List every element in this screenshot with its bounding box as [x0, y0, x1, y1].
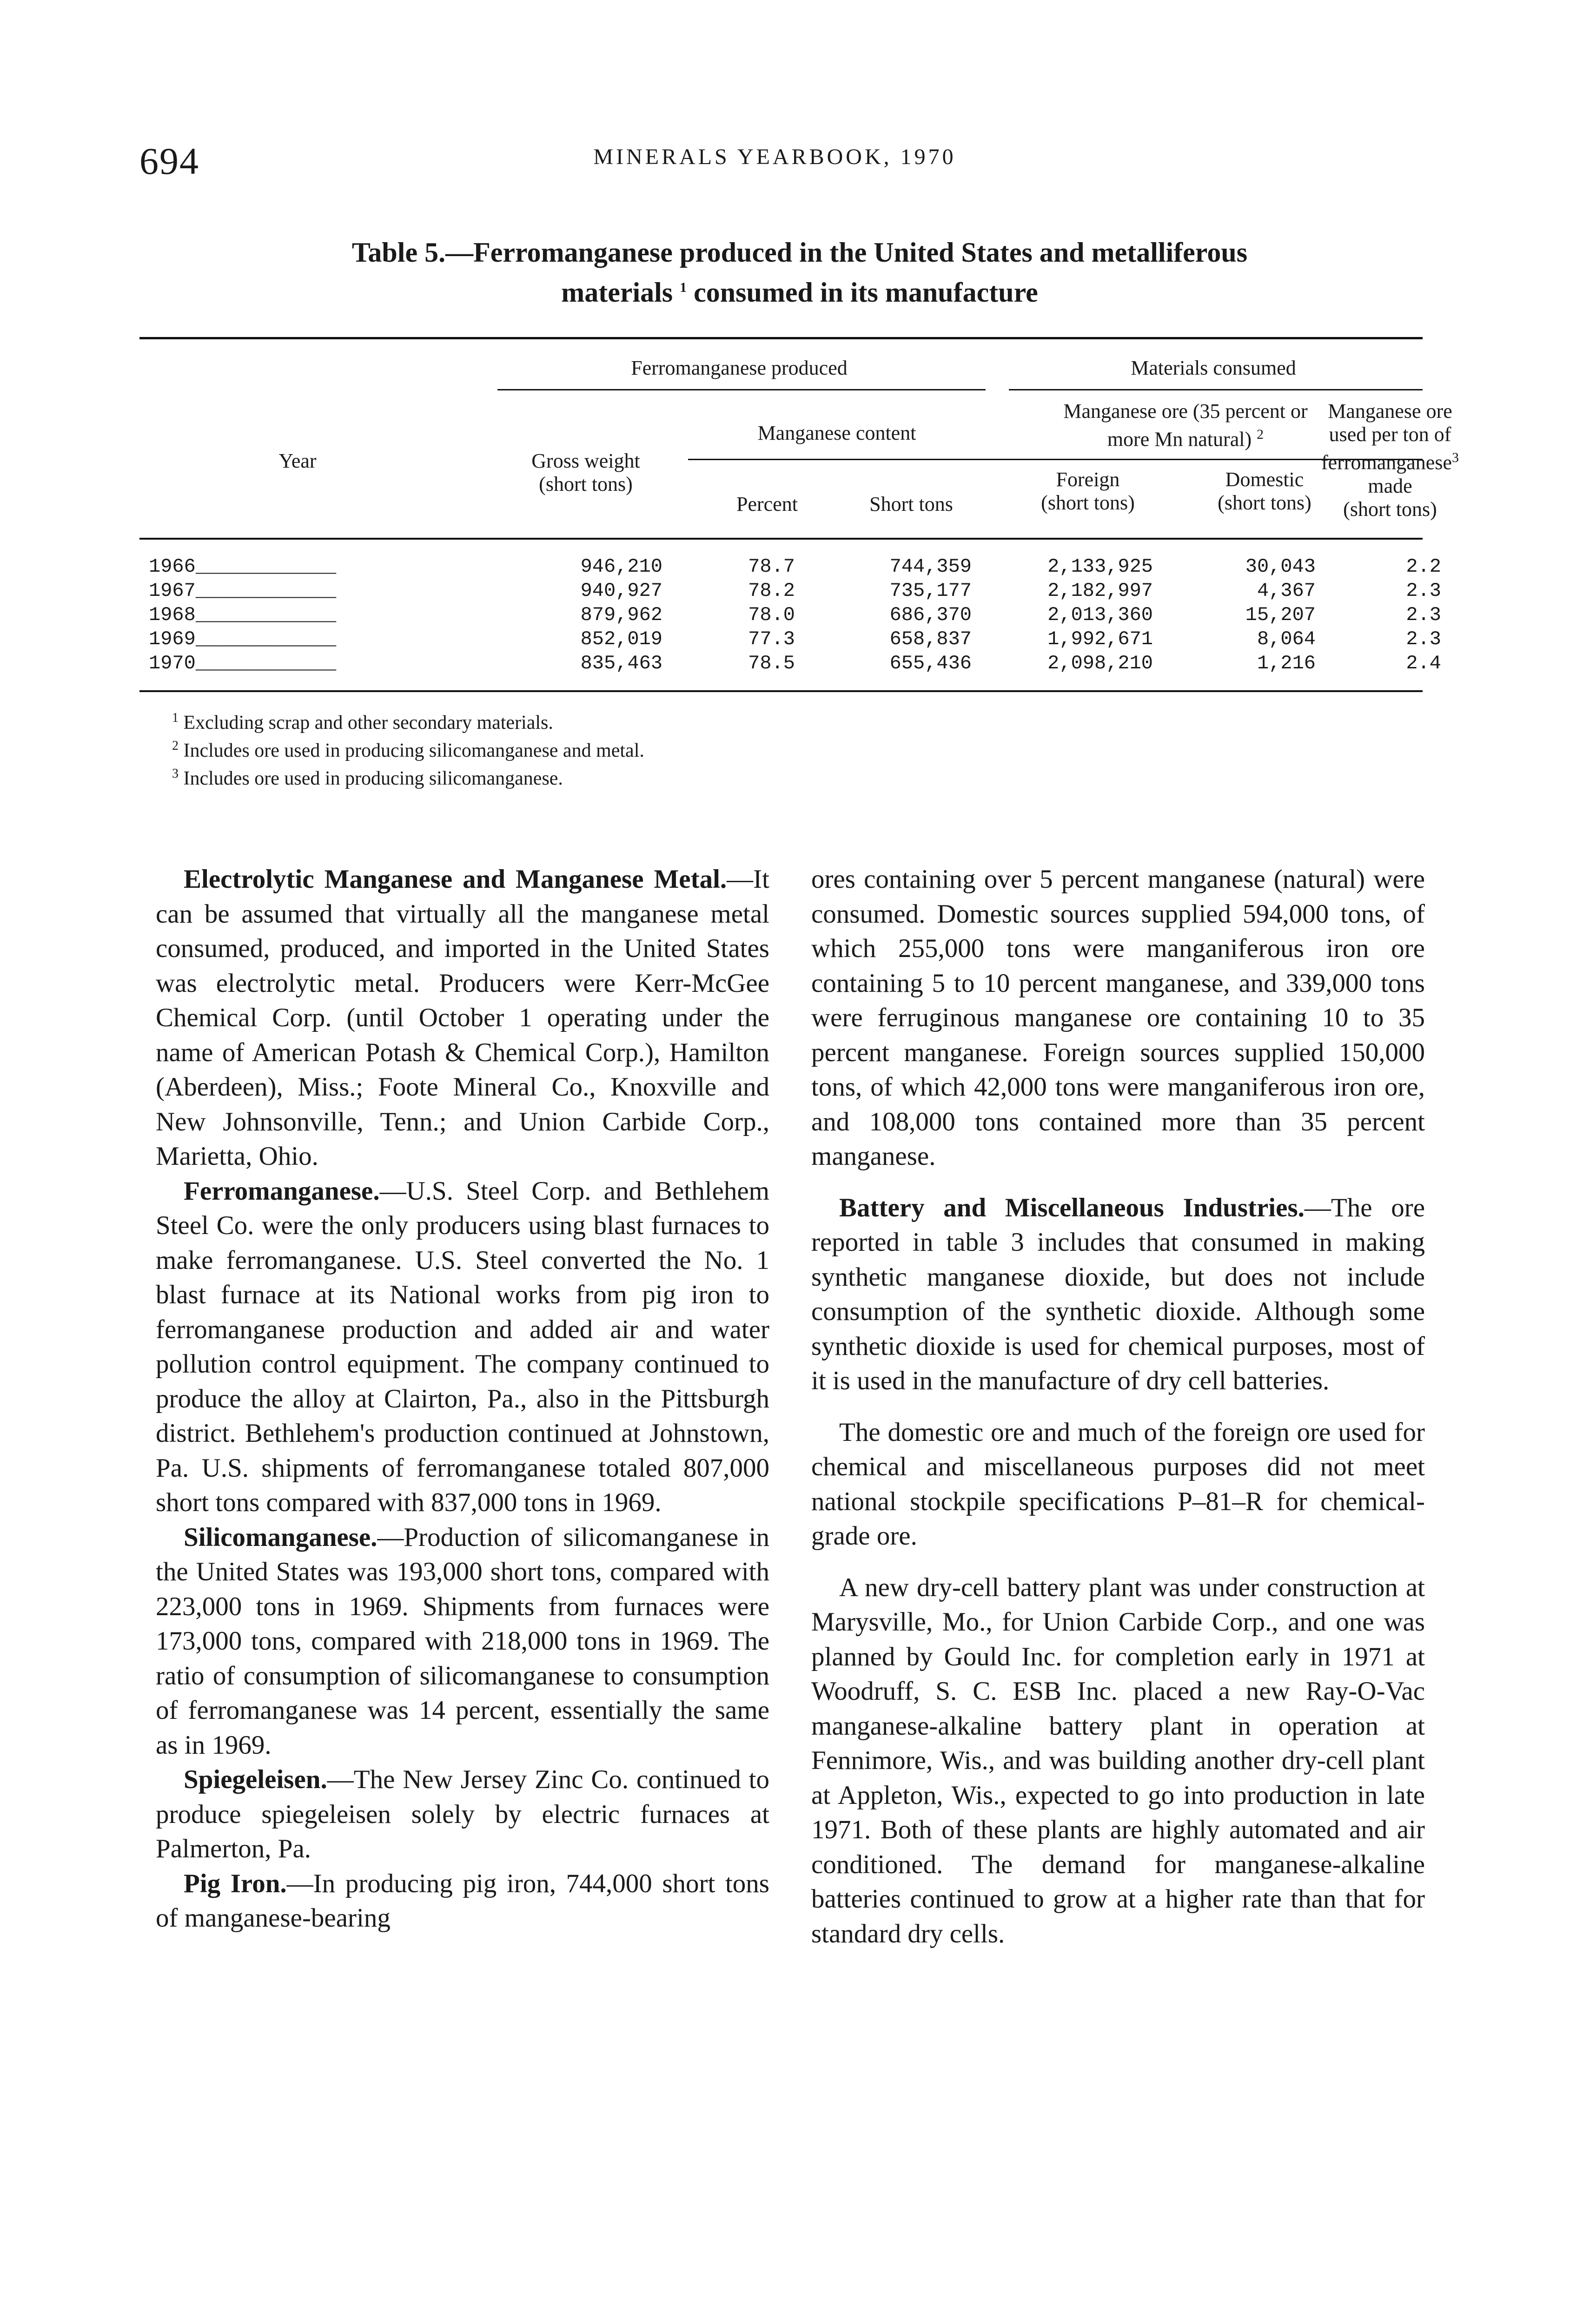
running-head	[139, 139, 1410, 181]
header-foreign: Foreign (short tons)	[1041, 468, 1135, 514]
rule-under-ferro	[497, 389, 986, 390]
heading-battery: Battery and Miscellaneous Industries.	[839, 1193, 1305, 1222]
heading-spiegeleisen: Spiegeleisen.	[184, 1765, 327, 1794]
footnote-1: $^1$ Excluding scrap and other secondary materials.	[172, 711, 553, 733]
cell-foreign: 2,133,925	[1047, 555, 1153, 578]
paragraph-domestic-ore: The domestic ore and much of the foreign ore used for chemical and miscellaneous purposes did not meet national stockpile specifications P–81–R for chemical-grade ore.	[811, 1417, 1425, 1551]
page-number: 694	[139, 140, 199, 182]
heading-ferromanganese: Ferromanganese.	[184, 1176, 380, 1206]
footnote-ref: 1	[680, 280, 687, 295]
cell-gross-weight: 835,463	[580, 652, 662, 674]
heading-silicomanganese: Silicomanganese.	[184, 1522, 377, 1552]
heading-electrolytic: Electrolytic Manganese and Manganese Metal.	[184, 865, 727, 894]
cell-year: 1969____________	[149, 628, 337, 650]
header-year: Year	[278, 449, 317, 472]
text-column-left	[156, 862, 769, 1936]
table-top-rule	[139, 337, 1423, 339]
paragraph-electrolytic: Electrolytic Manganese and Manganese Metal.—It can be assumed that virtually all the manganese metal consumed, produced, and imported in the United States was electrolytic metal. Producers were Kerr-McGee Chemical Corp. (until October 1 operating under the name of American Potash & Chemical Corp.), Hamilton (Aberdeen), Miss.; Foote Mineral Co., Knoxville and New Johnsonville, Tenn.; and Union Carbide Corp., Marietta, Ohio.	[156, 865, 769, 1171]
cell-short-tons: 735,177	[889, 580, 972, 602]
cell-domestic: 4,367	[1257, 580, 1316, 602]
cell-foreign: 1,992,671	[1047, 628, 1153, 650]
cell-ore-per-ton: 2.4	[1406, 652, 1441, 674]
cell-gross-weight: 946,210	[580, 555, 662, 578]
cell-percent: 78.5	[748, 652, 795, 674]
cell-foreign: 2,098,210	[1047, 652, 1153, 674]
table-title-line-1: Table 5.—Ferromanganese produced in the United States and metalliferous	[351, 237, 1248, 268]
cell-foreign: 2,013,360	[1047, 604, 1153, 626]
heading-pig-iron: Pig Iron.	[184, 1868, 287, 1898]
paragraph-battery: Battery and Miscellaneous Industries.—The ore reported in table 3 includes that consumed in making synthetic manganese dioxide, but does not include consumption of the synthetic dioxide. Although some synthetic dioxide is used for chemical purposes, most of it is used in the manufacture of dry cell batteries.	[811, 1193, 1425, 1395]
cell-gross-weight: 879,962	[580, 604, 662, 626]
header-ferromanganese-produced: Ferromanganese produced	[631, 357, 848, 379]
cell-percent: 78.7	[748, 555, 795, 578]
paragraph-spiegeleisen: Spiegeleisen.—The New Jersey Zinc Co. continued to produce spiegeleisen solely by electric furnaces at Palmerton, Pa.	[156, 1765, 769, 1863]
footnote-2: $^2$ Includes ore used in producing silicomanganese and metal.	[172, 739, 644, 761]
header-manganese-content: Manganese content	[757, 422, 916, 444]
cell-domestic: 15,207	[1245, 604, 1316, 626]
footnote-3: $^3$ Includes ore used in producing silicomanganese.	[172, 766, 563, 789]
header-ore-per-ton: Manganese ore used per ton of ferromanganese$^3$ made (short tons)	[1321, 400, 1459, 521]
header-title: MINERALS YEARBOOK, 1970	[593, 145, 956, 169]
cell-domestic: 30,043	[1245, 555, 1316, 578]
header-gross-weight: Gross weight (short tons)	[531, 449, 640, 495]
table-title-line-2: materials $^1$ consumed in its manufacture	[561, 277, 1038, 308]
header-manganese-ore-group: Manganese ore (35 percent or more Mn natural) $^2$	[1063, 400, 1308, 451]
table-footnotes	[172, 706, 644, 790]
cell-ore-per-ton: 2.3	[1406, 604, 1441, 626]
cell-domestic: 8,064	[1257, 628, 1316, 650]
paragraph-pig-iron-continued: ores containing over 5 percent manganese (natural) were consumed. Domestic sources supplied 594,000 tons, of which 255,000 tons were manganiferous iron ore containing 5 to 10 percent manganese, and 339,000 tons were ferruginous manganese ore containing 10 to 35 percent manganese. Foreign sources supplied 150,000 tons, of which 42,000 tons were manganiferous iron ore, and 108,000 tons contained more than 35 percent manganese.	[811, 865, 1425, 1171]
cell-ore-per-ton: 2.3	[1406, 580, 1441, 602]
cell-year: 1968____________	[149, 604, 337, 626]
cell-year: 1970____________	[149, 652, 337, 674]
cell-percent: 78.2	[748, 580, 795, 602]
text-column-right	[811, 862, 1425, 1951]
paragraph-dry-cell: A new dry-cell battery plant was under construction at Marysville, Mo., for Union Carbide Corp., and one was planned by Gould Inc. for completion early in 1971 at Woodruff, S. C. ESB Inc. placed a new Ray-O-Vac manganese-alkaline battery plant in operation at Fennimore, Wis., and was building another dry-cell plant at Appleton, Wis., expected to go into production in late 1971. Both of these plants are highly automated and air conditioned. The demand for manganese-alkaline batteries continued to grow at a higher rate than that for standard dry cells.	[811, 1572, 1425, 1948]
cell-year: 1966____________	[149, 555, 337, 578]
paragraph-ferromanganese: Ferromanganese.—U.S. Steel Corp. and Bethlehem Steel Co. were the only producers using blast furnaces to make ferromanganese. U.S. Steel converted the No. 1 blast furnace at its National works from pig iron to ferromanganese production and added air and water pollution control equipment. The company continued to produce the alloy at Clairton, Pa., also in the Pittsburgh district. Bethlehem's production continued at Johnstown, Pa. U.S. shipments of ferromanganese totaled 807,000 short tons compared with 837,000 tons in 1969.	[156, 1176, 769, 1517]
cell-percent: 78.0	[748, 604, 795, 626]
cell-year: 1967____________	[149, 580, 337, 602]
paragraph-silicomanganese: Silicomanganese.—Production of silicomanganese in the United States was 193,000 short tons, compared with 223,000 tons in 1969. Shipments from furnaces were 173,000 tons, compared with 218,000 tons in 1969. The ratio of consumption of silicomanganese to consumption of ferromanganese was 14 percent, essentially the same as in 1969.	[156, 1522, 769, 1760]
cell-foreign: 2,182,997	[1047, 580, 1153, 602]
cell-short-tons: 655,436	[889, 652, 972, 674]
cell-domestic: 1,216	[1257, 652, 1316, 674]
cell-ore-per-ton: 2.3	[1406, 628, 1441, 650]
header-materials-consumed: Materials consumed	[1131, 357, 1296, 379]
cell-short-tons: 686,370	[889, 604, 972, 626]
cell-percent: 77.3	[748, 628, 795, 650]
header-short-tons: Short tons	[869, 493, 953, 515]
cell-short-tons: 658,837	[889, 628, 972, 650]
header-domestic: Domestic (short tons)	[1218, 468, 1311, 514]
paragraph-pig-iron: Pig Iron.—In producing pig iron, 744,000 short tons of manganese-bearing	[156, 1868, 769, 1933]
cell-ore-per-ton: 2.2	[1406, 555, 1441, 578]
cell-short-tons: 744,359	[889, 555, 972, 578]
table-title	[242, 235, 1358, 310]
cell-gross-weight: 852,019	[580, 628, 662, 650]
table-bottom-rule	[139, 690, 1423, 692]
table-header-rule	[139, 538, 1423, 540]
rule-under-materials	[1009, 389, 1423, 390]
cell-gross-weight: 940,927	[580, 580, 662, 602]
header-percent: Percent	[736, 493, 798, 515]
